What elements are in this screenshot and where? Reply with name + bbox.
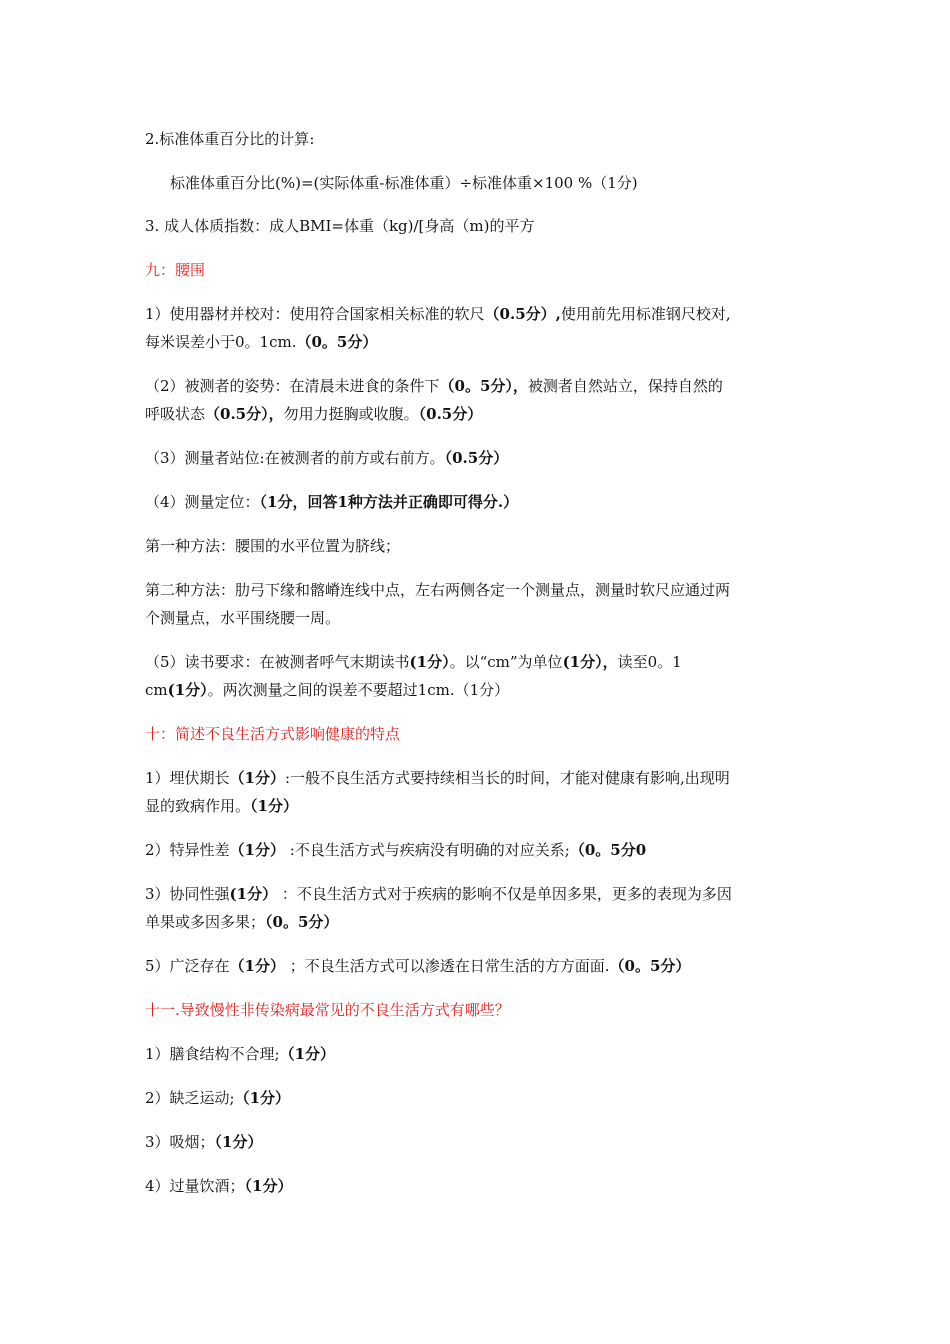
section-2-title: 2.标准体重百分比的计算: [145,130,315,148]
waist-item-4: （4）测量定位：（1分，回答1种方法并正确即可得分.） [145,493,519,511]
feature-3-line-1: 3）协同性强(1分） ：不良生活方式对于疾病的影响不仅是单因多果，更多的表现为多因 [145,885,732,903]
heading-lifestyle-features: 十：简述不良生活方式影响健康的特点 [145,725,401,743]
heading-unhealthy-lifestyles: 十一.导致慢性非传染病最常见的不良生活方式有哪些？ [145,1001,510,1019]
feature-3-line-2: 单果或多因多果；（0。5分） [145,913,339,931]
feature-2: 2）特异性差（1分） :不良生活方式与疾病没有明确的对应关系;（0。5分0 [145,841,647,859]
method-2-line-1: 第二种方法：肋弓下缘和髂嵴连线中点，左右两侧各定一个测量点，测量时软尺应通过两 [145,581,731,599]
lifestyle-item-4: 4）过量饮酒；（1分） [145,1177,293,1195]
lifestyle-item-1: 1）膳食结构不合理;（1分） [145,1045,336,1063]
waist-item-5-line-1: （5）读书要求：在被测者呼气末期读书(1分）。以“cm”为单位(1分），读至0。1 [145,653,682,671]
heading-waist: 九：腰围 [145,261,206,279]
lifestyle-item-3: 3）吸烟；（1分） [145,1133,263,1151]
waist-item-2-line-1: （2）被测者的姿势：在清晨未进食的条件下（0。5分），被测者自然站立，保持自然的 [145,377,723,395]
feature-1-line-1: 1）埋伏期长（1分）:一般不良生活方式要持续相当长的时间，才能对健康有影响,出现明 [145,769,730,787]
waist-item-1-line-2: 每米误差小于0。1cm.（0。5分） [145,333,378,351]
lifestyle-item-2: 2）缺乏运动;（1分） [145,1089,291,1107]
feature-1-line-2: 显的致病作用。（1分） [145,797,298,815]
waist-item-3: （3）测量者站位:在被测者的前方或右前方。（0.5分） [145,449,509,467]
bmi-formula: 3. 成人体质指数：成人BMI=体重（kg)/[身高（m)的平方 [145,217,535,235]
method-1: 第一种方法：腰围的水平位置为脐线； [145,537,401,555]
standard-weight-formula: 标准体重百分比(%)=(实际体重-标准体重）÷标准体重×100 %（1分) [170,174,638,192]
waist-item-2-line-2: 呼吸状态（0.5分），勿用力挺胸或收腹。（0.5分） [145,405,483,423]
feature-5: 5）广泛存在（1分） ；不良生活方式可以渗透在日常生活的方方面面.（0。5分） [145,957,691,975]
method-2-line-2: 个测量点，水平围绕腰一周。 [145,609,341,627]
waist-item-5-line-2: cm(1分）。两次测量之间的误差不要超过1cm.（1分） [145,681,510,699]
waist-item-1-line-1: 1）使用器材并校对：使用符合国家相关标准的软尺（0.5分）,使用前先用标准钢尺校对, [145,305,731,323]
